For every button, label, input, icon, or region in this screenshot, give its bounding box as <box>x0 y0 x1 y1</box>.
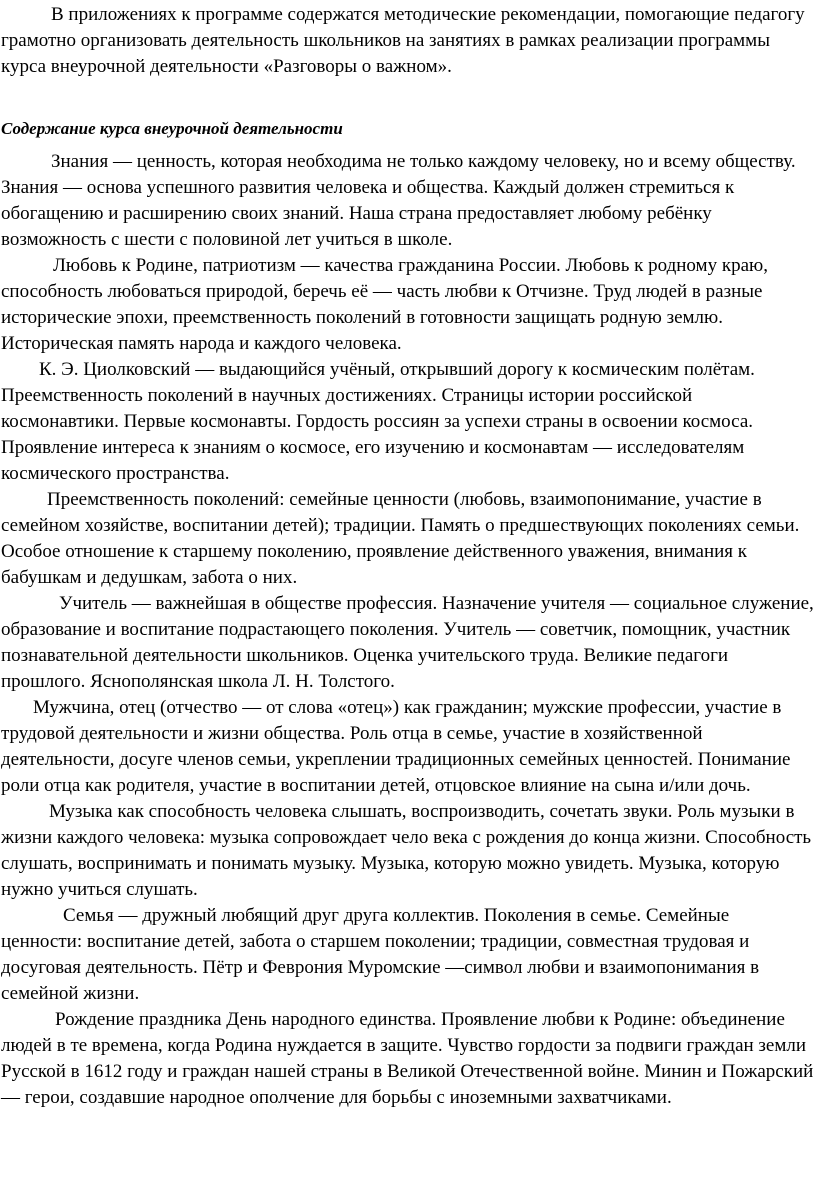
intro-paragraph: В приложениях к программе содержатся методические рекомендации, помогающие педагогу грамотно организовать деятельность школьников на занятиях в рамках реализации программы курса внеурочной деятельности «Разговоры о важном». <box>1 4 805 77</box>
section-heading: Содержание курса внеурочной деятельности <box>1 119 343 138</box>
paragraph-patriotism: Любовь к Родине, патриотизм — качества гражданина России. Любовь к родному краю, способность любоваться природой, беречь её — часть любви к Отчизне. Труд людей в разные исторические эпохи, преемственность поколений в готовности защищать родную землю. Историческая память народа и каждого человека. <box>1 255 768 354</box>
paragraph-father: Мужчина, отец (отчество — от слова «отец») как гражданин; мужские профессии, участие в трудовой деятельности и жизни общества. Роль отца в семье, участие в хозяйственной деятельности, досуге членов семьи, укреплении традиционных семейных ценностей. Понимание роли отца как родителя, участие в воспитании детей, отцовское влияние на сына и/или дочь. <box>1 697 791 796</box>
paragraph-music: Музыка как способность человека слышать, воспроизводить, сочетать звуки. Роль музыки в жизни каждого человека: музыка сопровождает чело века с рождения до конца жизни. Способность слушать, воспринимать и понимать музыку. Музыка, которую можно увидеть. Музыка, которую нужно учиться слушать. <box>1 801 812 900</box>
spacer <box>1 80 814 116</box>
paragraph-knowledge: Знания — ценность, которая необходима не только каждому человеку, но и всему обществу. Знания — основа успешного развития человека и общества. Каждый должен стремиться к обогащению и расширению своих знаний. Наша страна предоставляет любому ребёнку возможность с шести с половиной лет учиться в школе. <box>1 151 796 250</box>
paragraph-unity-day: Рождение праздника День народного единства. Проявление любви к Родине: объединение людей в те времена, когда Родина нуждается в защите. Чувство гордости за подвиги граждан земли Русской в 1612 году и граждан нашей страны в Великой Отечественной войне. Минин и Пожарский — герои, создавшие народное ополчение для борьбы с иноземными захватчиками. <box>1 1009 814 1108</box>
paragraph-family: Семья — дружный любящий друг друга коллектив. Поколения в семье. Семейные ценности: воспитание детей, забота о старшем поколении; традиции, совместная трудовая и досуговая деятельность. Пётр и Феврония Муромские —символ любви и взаимопонимания в семейной жизни. <box>1 905 760 1004</box>
paragraph-teacher: Учитель — важнейшая в обществе профессия. Назначение учителя — социальное служение, образование и воспитание подрастающего поколения. Учитель — советчик, помощник, участник познавательной деятельности школьников. Оценка учительского труда. Великие педагоги прошлого. Яснополянская школа Л. Н. Толстого. <box>1 593 814 692</box>
paragraph-generations: Преемственность поколений: семейные ценности (любовь, взаимопонимание, участие в семейном хозяйстве, воспитании детей); традиции. Память о предшествующих поколениях семьи. Особое отношение к старшему поколению, проявление действенного уважения, внимания к бабушкам и дедушкам, забота о них. <box>1 489 800 588</box>
paragraph-tsiolkovsky: К. Э. Циолковский — выдающийся учёный, открывший дорогу к космическим полётам. Преемственность поколений в научных достижениях. Страницы истории российской космонавтики. Первые космонавты. Гордость россиян за успехи страны в освоении космоса. Проявление интереса к знаниям о космосе, его изучению и космонавтам — исследователям космического пространства. <box>1 359 755 484</box>
